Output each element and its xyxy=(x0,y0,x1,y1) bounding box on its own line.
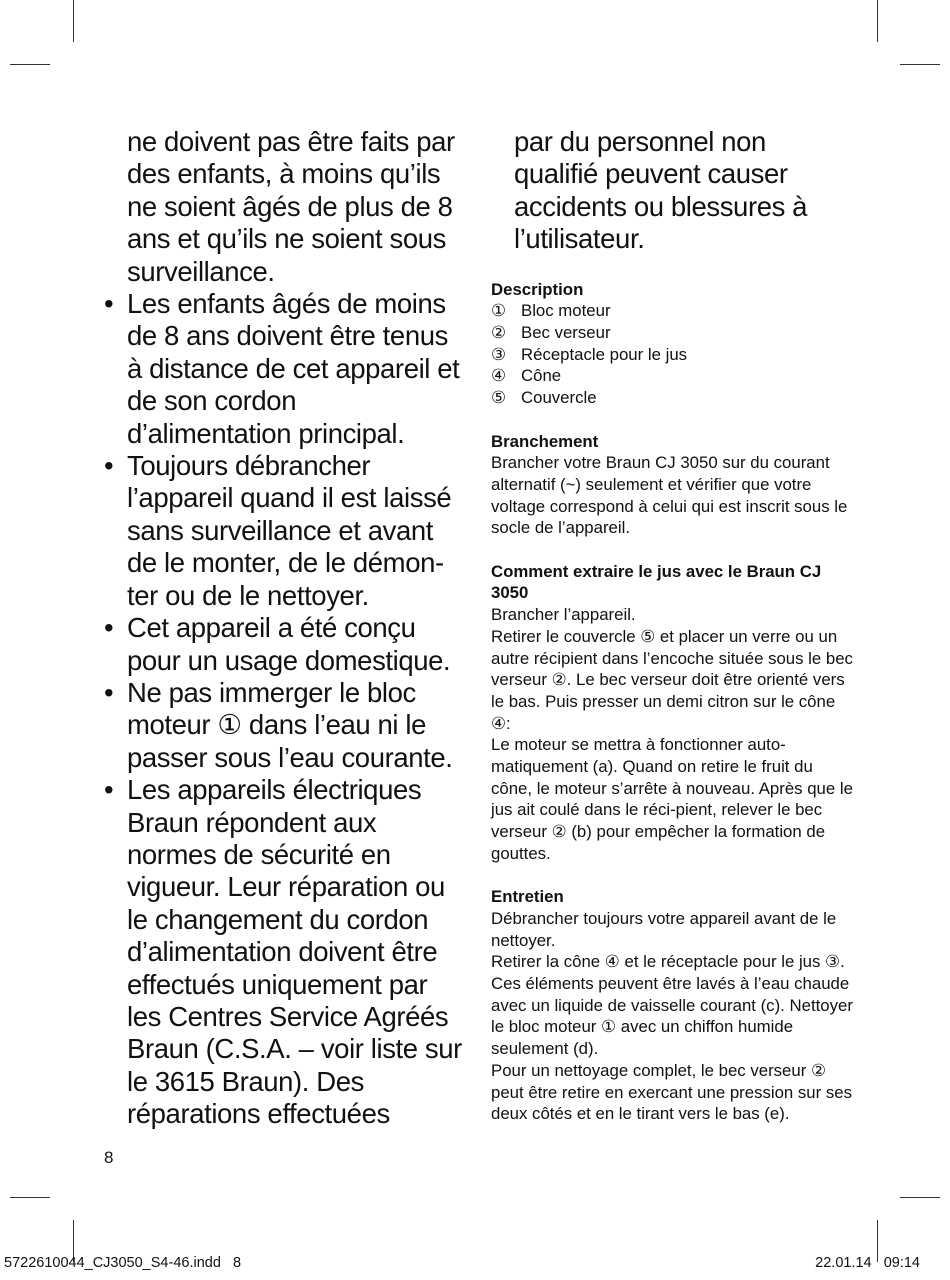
part-label: Réceptacle pour le jus xyxy=(521,344,688,364)
safety-bullet: • Les enfants âgés de moins de 8 ans doivent être tenus à distance de cet appareil et de son cordon d’alimentation principal. xyxy=(104,288,464,450)
part-number: ① xyxy=(491,301,507,321)
description-heading: Description xyxy=(491,279,584,299)
juice-extraction-step: Brancher l’appareil. xyxy=(491,605,636,625)
branchement-heading: Branchement xyxy=(491,431,599,451)
crop-mark-top-left xyxy=(73,0,74,42)
description-section xyxy=(491,279,853,409)
crop-mark-left-bottom xyxy=(10,1197,50,1198)
list-item xyxy=(491,322,853,344)
list-item xyxy=(491,300,853,322)
branchement-text: Brancher votre Braun CJ 3050 sur du courant alternatif (~) seulement et vérifier que votre voltage correspond à celui qui est inscrit sous le socle de l’appareil. xyxy=(491,453,848,538)
left-continuation: ne doivent pas être faits par des enfants, à moins qu’ils ne soient âgés de plus de 8 ans et qu’ils ne soient sous surveillance. xyxy=(127,126,455,287)
safety-bullet: • Cet appareil a été conçu pour un usage domestique. xyxy=(104,612,464,677)
list-item xyxy=(491,365,853,387)
crop-mark-right-bottom xyxy=(900,1197,940,1198)
juice-extraction-section xyxy=(491,561,853,865)
entretien-text: Pour un nettoyage complet, le bec verseur ② peut être retire en exercant une pression sur ses deux côtés et en le tirant vers le bas (e). xyxy=(491,1060,852,1124)
juice-extraction-step: Le moteur se mettra à fonctionner auto-matiquement (a). Quand on retire le fruit du cône, le moteur s’arrête à nouveau. Après que le jus ait coulé dans le réci-pient, relever le bec verseur ② (b) pour empêcher la formation de gouttes. xyxy=(491,735,853,863)
crop-mark-left-top xyxy=(10,64,50,65)
right-continuation: par du personnel non qualifié peuvent causer accidents ou blessures à l’utilisateur. xyxy=(514,126,808,255)
part-number: ④ xyxy=(491,366,507,386)
part-label: Couvercle xyxy=(521,388,597,408)
entretien-text: Débrancher toujours votre appareil avant de le nettoyer. xyxy=(491,908,837,950)
print-timestamp: 22.01.14 09:14 xyxy=(815,1255,920,1271)
part-number: ③ xyxy=(491,344,507,364)
parts-list xyxy=(491,300,853,409)
entretien-text: Retirer la cône ④ et le réceptacle pour le jus ③. Ces éléments peuvent être lavés à l’eau chaude avec un liquide de vaisselle courant (c). Nettoyer le bloc moteur ① avec un chiffon humide seulement (d). xyxy=(491,952,853,1059)
list-item xyxy=(491,344,853,366)
left-column xyxy=(104,126,464,1131)
page-number: 8 xyxy=(104,1148,114,1167)
part-label: Bec verseur xyxy=(521,323,611,343)
crop-mark-top-right xyxy=(877,0,878,42)
juice-extraction-heading: Comment extraire le jus avec le Braun CJ 3050 xyxy=(491,561,822,603)
right-column xyxy=(491,126,853,1125)
safety-bullet: • Ne pas immerger le bloc moteur ① dans l’eau ni le passer sous l’eau courante. xyxy=(104,677,464,774)
entretien-section xyxy=(491,886,853,1125)
part-label: Cône xyxy=(521,366,562,386)
safety-bullet: • Toujours débrancher l’appareil quand il est laissé sans surveillance et avant de le monter, de le démon-ter ou de le nettoyer. xyxy=(104,450,464,612)
part-label: Bloc moteur xyxy=(521,301,611,321)
part-number: ⑤ xyxy=(491,388,507,408)
file-slug: 5722610044_CJ3050_S4-46.indd 8 xyxy=(4,1255,242,1271)
safety-bullet: • Les appareils électriques Braun répondent aux normes de sécurité en vigueur. Leur réparation ou le changement du cordon d’alimentation doivent être effectués uniquement par les Centres Service Agréés Braun (C.S.A. – voir liste sur le 3615 Braun). Des réparations effectuées xyxy=(104,774,464,1130)
branchement-section xyxy=(491,431,853,540)
part-number: ② xyxy=(491,323,507,343)
entretien-heading: Entretien xyxy=(491,887,564,907)
juice-extraction-step: Retirer le couvercle ⑤ et placer un verre ou un autre récipient dans l’encoche située sous le bec verseur ②. Le bec verseur doit être orienté vers le bas. Puis presser un demi citron sur le cône ④: xyxy=(491,626,853,733)
crop-mark-right-top xyxy=(900,64,940,65)
list-item xyxy=(491,387,853,409)
